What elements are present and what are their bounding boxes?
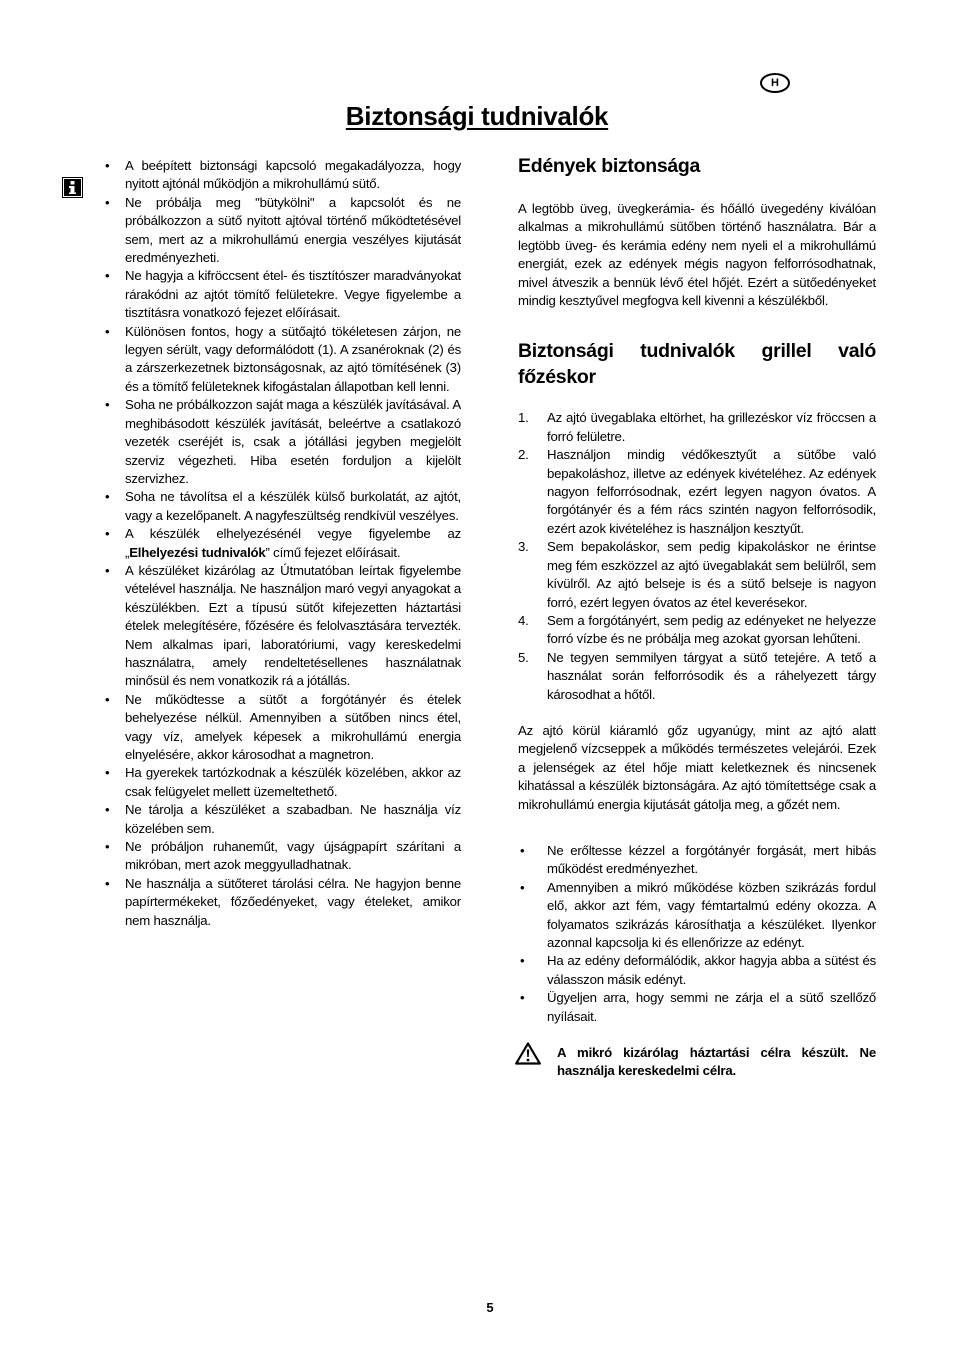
page-number: 5 [486, 1300, 494, 1315]
list-item: • Különösen fontos, hogy a sütőajtó tökéletesen zárjon, ne legyen sérült, vagy deformálódott (1). A zsanéroknak (2) és a zárszerkezetnek biztonságosnak, az ajtó tömítésének (3) és a tömítő felületeknek kifogástalan állapotban kell lenni. [103, 323, 461, 397]
info-icon [62, 177, 83, 198]
list-item [518, 538, 876, 612]
dishes-paragraph: A legtöbb üveg, üvegkerámia- és hőálló üvegedény kiválóan alkalmas a mikrohullámú sütőben történő használatra. Bár a legtöbb üveg- és kerámia edény nem nyeli el a mikrohullámú energiát, ezek az edények mégis nagyon felforrósodhatnak, mivel átveszik a bennük lévő étel hőjét. Ezért a sütőedényeket mindig kesztyűvel megfogva kell kivenni a készülékből. [518, 201, 876, 309]
list-item: • Ügyeljen arra, hogy semmi ne zárja el a sütő szellőző nyílásait. [518, 989, 876, 1026]
warning-note [518, 1044, 876, 1081]
list-item: • Ne próbálja meg "bütykölni" a kapcsolót és ne próbálkozzon a sütő nyitott ajtóval történő működtetésével sem, mert az a mikrohullámú energia veszélyes kijutását eredményezheti. [103, 194, 461, 268]
left-column [103, 157, 461, 930]
warning-triangle-icon [515, 1042, 541, 1065]
list-item: • Ha az edény deformálódik, akkor hagyja abba a sütést és válasszon másik edényt. [518, 952, 876, 989]
steam-paragraph: Az ajtó körül kiáramló gőz ugyanúgy, mint az ajtó alatt megjelenő vízcseppek a működés természetes velejárói. Ezek a jelenségek az étel hője miatt keletkeznek és nincsenek kihatással a készülék biztonságára. Az ajtó tömítettsége csak a mikrohullámú energia kijutását gátolja meg, a gőzét nem. [518, 722, 876, 812]
grill-heading: Biztonsági tudnivalók grillel való főzéskor [518, 340, 876, 389]
list-item [518, 649, 876, 704]
list-item: • A készüléket kizárólag az Útmutatóban leírtak figyelembe vételével használja. Ne használjon maró vegyi anyagokat a készülékben. Ezt a típusú sütőt kifejezetten háztartási ételek melegítésére, főzésére és felolvasztására tervezték. Nem alkalmas ipari, laboratóriumi, vagy kereskedelmi használatra, amely rendeltetésellenes használatnak minősül és nem vonatkozik rá a jótállás. [103, 562, 461, 691]
page-title: Biztonsági tudnivalók [345, 101, 609, 131]
list-item [518, 446, 876, 538]
list-item: • A beépített biztonsági kapcsoló megakadályozza, hogy nyitott ajtónál működjön a mikrohullámú sütő. [103, 157, 461, 194]
list-number: 2. [518, 447, 529, 463]
list-item [518, 409, 876, 446]
list-item: • Amennyiben a mikró működése közben szikrázás fordul elő, akkor azt fém, vagy fémtartalmú edény okozza. A folyamatos szikrázás károsíthatja a készüléket. Ilyenkor azonnal kapcsolja ki és ellenőrizze az edényt. [518, 879, 876, 953]
list-item: • Ne tárolja a készüléket a szabadban. Ne használja víz közelében sem. [103, 801, 461, 838]
safety-list [103, 157, 461, 930]
list-number: 4. [518, 612, 529, 628]
list-number: 1. [518, 410, 529, 426]
quote-open: „ [125, 544, 130, 560]
list-item: • Ne működtesse a sütőt a forgótányér és ételek behelyezése nélkül. Amennyiben a sütőben nincs étel, vagy víz, amelyek képesek a mikrohullámú energia elnyelésére, akkor károsodhat a magnetron. [103, 691, 461, 765]
usage-list [518, 842, 876, 1026]
grill-list [518, 409, 876, 704]
list-item: • Soha ne távolítsa el a készülék külső burkolatát, az ajtót, vagy a kezelőpanelt. A nagyfeszültség rendkívül veszélyes. [103, 488, 461, 525]
list-item-text: Sem a forgótányért, sem pedig az edényeket ne helyezze forró vízbe és ne próbálja meg azokat gyorsan lehűteni. [547, 612, 876, 647]
list-item [518, 612, 876, 649]
quote-close: ” című fejezet előírásait. [265, 544, 401, 560]
list-number: 5. [518, 649, 529, 665]
placement-reference: Elhelyezési tudnivalók [129, 544, 266, 560]
list-item [103, 525, 461, 562]
list-item: • Soha ne próbálkozzon saját maga a készülék javításával. A meghibásodott készülék javítását, beleértve a csatlakozó vezeték cseréjét is, csak a jótállási jegyben megjelölt szerviz végezheti. Hiba esetén forduljon a kijelölt szervizhez. [103, 396, 461, 488]
list-number: 3. [518, 539, 529, 555]
list-item-text: Használjon mindig védőkesztyűt a sütőbe való bepakoláshoz, illetve az edények kivételéhez. Az edények nagyon felforrósodnak, ezért legyen nagyon óvatos. A forgótányér és a fém rács szintén nagyon felforrósodik, ezért azok kivételéhez is használjon kesztyűt. [547, 447, 876, 536]
dishes-heading: Edények biztonsága [518, 155, 701, 177]
list-item-text: Ne tegyen semmilyen tárgyat a sütő tetejére. A tető a használat során felforrósodik és a ráhelyezett tárgy károsodhat a hőtől. [547, 649, 876, 702]
list-item-text: Sem bepakoláskor, sem pedig kipakoláskor ne érintse meg fém eszközzel az ajtó üvegablakát sem belülről, sem kívülről. Az ajtó belseje is és a sütő belseje is nagyon forró, ezért legyen óvatos az étel keverésekor. [547, 539, 876, 610]
list-item: • Ne erőltesse kézzel a forgótányér forgását, mert hibás működést eredményezhet. [518, 842, 876, 879]
list-item: • Ne próbáljon ruhaneműt, vagy újságpapírt szárítani a mikróban, mert azok meggyulladhatnak. [103, 838, 461, 875]
list-item-text: A készülék elhelyezésénél vegye figyelembe az [125, 526, 461, 542]
warning-text: A mikró kizárólag háztartási célra készült. Ne használja kereskedelmi célra. [557, 1045, 876, 1079]
list-item: • Ha gyerekek tartózkodnak a készülék közelében, akkor az csak felügyelet mellett üzemeltethető. [103, 764, 461, 801]
list-item: • Ne használja a sütőteret tárolási célra. Ne hagyjon benne papírtermékeket, főzőedényeket, vagy ételeket, amikor nem használja. [103, 875, 461, 930]
list-item-text: Az ajtó üvegablaka eltörhet, ha grillezéskor víz fröccsen a forró felületre. [547, 410, 876, 444]
language-badge: H [760, 73, 790, 93]
list-item: • Ne hagyja a kifröccsent étel- és tisztítószer maradványokat rárakódni az ajtót tömítő felületekre. Vegye figyelembe a tisztításra vonatkozó fejezet előírásait. [103, 267, 461, 322]
right-column [518, 153, 876, 1081]
